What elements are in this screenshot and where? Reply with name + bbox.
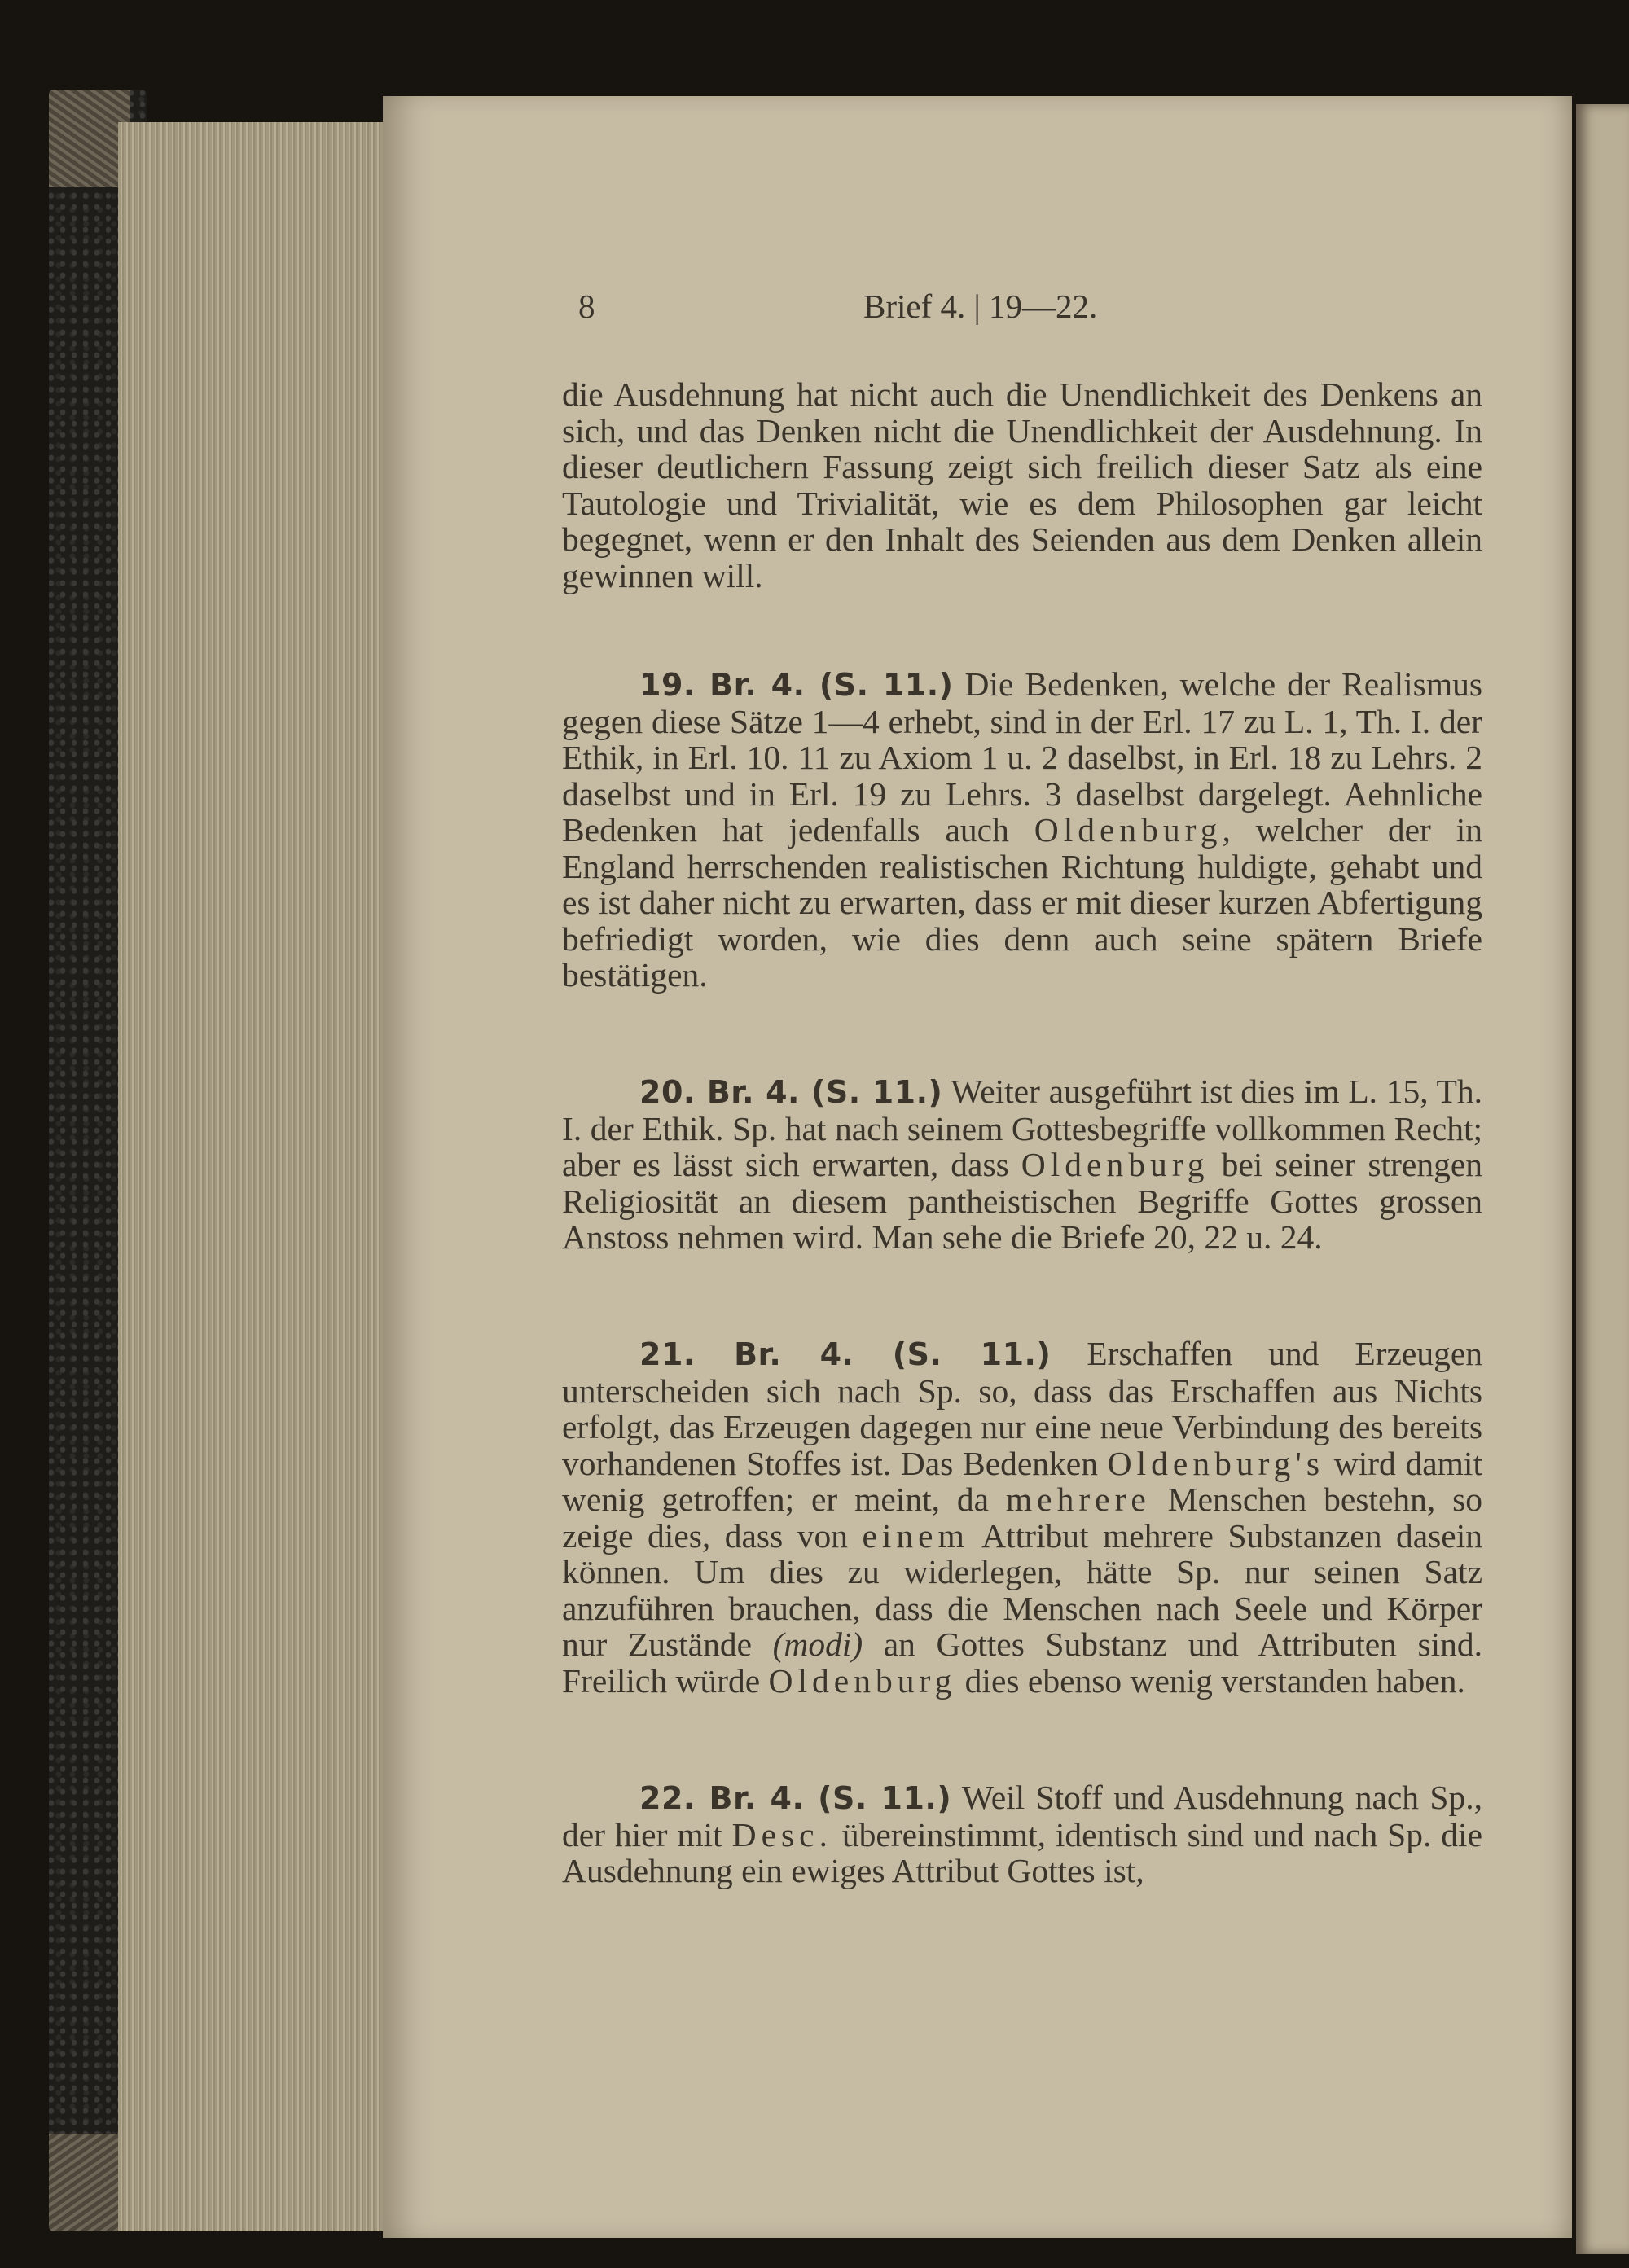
note-21-text-1: Erschaffen und Erzeugen unterscheiden sich nach Sp. so, dass das Erschaffen aus Nichts erfolgt, das Erzeugen dagegen nur eine neue Verbindung des bereits vorhandenen Stoffes ist. Das Bedenken (562, 1335, 1483, 1482)
note-22-text-2: übereinstimmt, identisch sind und nach Sp. die Ausdehnung ein ewiges Attribut Gottes ist, (562, 1815, 1482, 1889)
note-21-text-6: dies ebenso wenig verstanden haben. (964, 1661, 1465, 1700)
note-21-spaced-3: einem (862, 1516, 969, 1555)
note-21-head: 21. Br. 4. (S. 11.) (639, 1336, 1052, 1372)
note-21-name-1: Oldenburg's (1107, 1444, 1325, 1482)
note-19-text (562, 666, 1482, 994)
note-21 (562, 1336, 1482, 1699)
note-20-head: 20. Br. 4. (S. 11.) (639, 1074, 943, 1110)
note-22-text (562, 1779, 1482, 1889)
note-19 (562, 666, 1482, 994)
note-19-name-1: Oldenburg (1034, 811, 1223, 849)
note-21-text-2: wird damit wenig getroffen; er meint, da (562, 1444, 1482, 1518)
intro-paragraph-block (562, 376, 1482, 594)
note-21-text-3: Menschen bestehn, so zeige dies, dass von (562, 1481, 1482, 1555)
note-20-text-2: bei seiner strengen Religiosität an diesem pantheistischen Begriffe Gottes grossen Anstoss nehmen wird. Man sehe die Briefe 20, 22 u. 24. (562, 1146, 1482, 1256)
intro-paragraph: die Ausdehnung hat nicht auch die Unendlichkeit des Denkens an sich, und das Denken nicht die Unendlichkeit der Ausdehnung. In dieser deutlichern Fassung zeigt sich freilich dieser Satz als eine Tautologie und Trivialität, wie es dem Philosophen gar leicht begegnet, wenn er den Inhalt des Seienden aus dem Denken allein gewinnen will. (562, 375, 1482, 594)
note-22 (562, 1779, 1482, 1889)
note-20-text-1: Weiter ausgeführt ist dies im L. 15, Th. I. der Ethik. Sp. hat nach seinem Gottesbegriffe vollkommen Recht; aber es lässt sich erwarten, dass (562, 1073, 1483, 1183)
note-20 (562, 1073, 1482, 1256)
facing-page-edge (1576, 104, 1629, 2254)
page-number: 8 (578, 287, 595, 325)
note-21-text-4: Attribut mehrere Substanzen dasein können. Um dies zu widerlegen, hätte Sp. nur seinen Satz anzuführen brauchen, dass die Menschen nach Seele und Körper nur Zustände (562, 1516, 1482, 1663)
note-19-text-1: Die Bedenken, welche der Realismus gegen diese Sätze 1—4 erhebt, sind in der Erl. 17 zu L. 1, Th. I. der Ethik, in Erl. 10. 11 zu Axiom 1 u. 2 daselbst, in Erl. 18 zu Lehrs. 2 daselbst und in Erl. 19 zu Lehrs. 3 daselbst dargelegt. Aehnliche Bedenken hat jedenfalls auch (562, 665, 1483, 849)
note-21-italic-4: (modi) (772, 1625, 863, 1663)
note-19-head: 19. Br. 4. (S. 11.) (639, 667, 954, 703)
note-20-text (562, 1073, 1482, 1256)
note-19-text-2: , welcher der in England herrschenden realistischen Richtung huldigte, gehabt und es ist daher nicht zu erwarten, dass er mit dieser kurzen Abfertigung befriedigt worden, wie dies denn auch seine spätern Briefe bestätigen. (562, 811, 1482, 994)
note-21-name-5: Oldenburg (768, 1661, 957, 1700)
note-22-head: 22. Br. 4. (S. 11.) (639, 1780, 952, 1816)
note-21-text-5: an Gottes Substanz und Attributen sind. Freilich würde (562, 1625, 1483, 1700)
note-21-spaced-2: mehrere (1005, 1481, 1151, 1518)
note-22-text-1: Weil Stoff und Ausdehnung nach Sp., der hier mit (562, 1779, 1483, 1853)
note-22-name-1: Desc. (731, 1815, 832, 1853)
page-edges (118, 122, 387, 2231)
note-20-name-1: Oldenburg (1021, 1146, 1210, 1183)
note-21-text (562, 1336, 1482, 1699)
page-header (578, 287, 1197, 327)
running-title: Brief 4. | 19—22. (863, 287, 1098, 325)
